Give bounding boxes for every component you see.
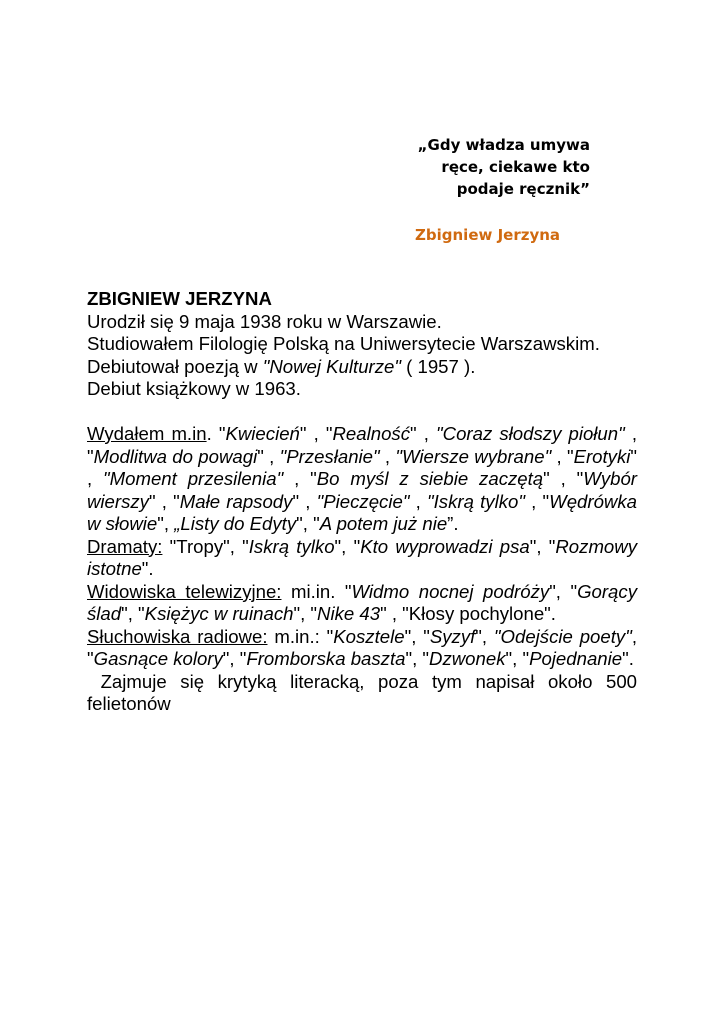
closing-note: Zajmuje się krytyką literacką, poza tym napisał około 500 felietonów	[87, 670, 643, 714]
tv-plays: Widowiska telewizyjne: mi.in. "Widmo nocnej podróży", "Gorący ślad", "Księżyc w ruinach", "Nike 43" , "Kłosy pochylone".	[87, 580, 637, 624]
published-works: Wydałem m.in. "Kwiecień" , "Realność" , "Coraz słodszy piołun" , "Modlitwa do powagi" , "Przesłanie" , "Wiersze wybrane" , "Erotyki" , "Moment przesilenia" , "Bo myśl z siebie zaczętą" , "Wybór wierszy" , "Małe rapsody" , "Pieczęcie" , "Iskrą tylko" , "Wędrówka w słowie", „Listy do Edyty", "A potem już nie”.	[87, 423, 638, 534]
tv-plays-label: Widowiska telewizyjne:	[87, 580, 282, 602]
dramas: Dramaty: "Tropy", "Iskrą tylko", "Kto wyprowadzi psa", "Rozmowy istotne".	[87, 535, 637, 579]
quote-author: Zbigniew Jerzyna	[415, 226, 561, 244]
radio-plays: Słuchowiska radiowe: m.in.: "Kosztele", "Syzyf", "Odejście poety", "Gasnące kolory", "Fromborska baszta", "Dzwonek", "Pojednanie".	[87, 625, 637, 669]
bio-book-debut: Debiut książkowy w 1963.	[87, 378, 301, 399]
quote-line: ręce, ciekawe kto	[441, 158, 590, 176]
published-label: Wydałem m.in	[87, 423, 207, 444]
bio-debut: Debiutował poezją w "Nowej Kulturze" ( 1957 ).	[87, 355, 476, 377]
epigraph-quote	[330, 134, 590, 200]
author-name-heading: ZBIGNIEW JERZYNA	[87, 288, 272, 309]
biography	[87, 288, 643, 716]
dramas-label: Dramaty:	[87, 535, 163, 557]
quote-line: podaje ręcznik”	[456, 180, 590, 198]
bio-birth: Urodził się 9 maja 1938 roku w Warszawie.	[87, 310, 442, 332]
bio-studies: Studiowałem Filologię Polską na Uniwersytecie Warszawskim.	[87, 333, 600, 354]
radio-plays-label: Słuchowiska radiowe:	[87, 625, 268, 647]
quote-line: „Gdy władza umywa	[417, 136, 590, 154]
